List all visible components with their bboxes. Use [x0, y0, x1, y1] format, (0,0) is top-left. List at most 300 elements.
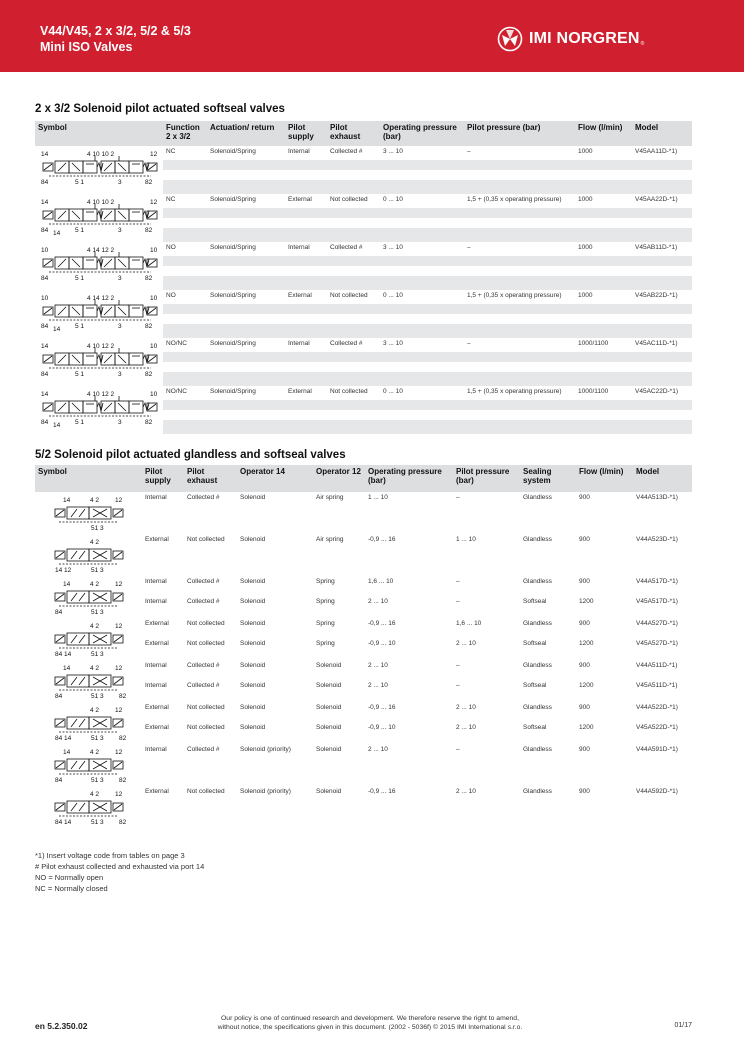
cell-exhaust: Not collected — [187, 640, 225, 647]
empty-cell — [632, 304, 692, 314]
port-label: 14 12 — [55, 567, 72, 574]
port-label: 14 — [53, 230, 61, 237]
empty-cell — [632, 352, 692, 362]
footnote: NO = Normally open — [35, 873, 104, 882]
port-label: 14 — [53, 422, 61, 429]
cell-op-pressure: -0,9 ... 16 — [368, 788, 396, 795]
empty-cell — [313, 805, 365, 826]
cell-op-pressure: -0,9 ... 10 — [368, 640, 396, 647]
cell-op12: Spring — [316, 620, 335, 627]
empty-cell — [327, 276, 380, 290]
empty-cell — [207, 314, 285, 324]
cell-flow: 1000 — [578, 244, 593, 251]
empty-cell — [575, 228, 632, 242]
cell-model: V44A522D-*1) — [636, 704, 678, 711]
column-header: Pilot supply — [285, 121, 327, 146]
empty-cell — [163, 324, 207, 338]
empty-cell — [632, 218, 692, 228]
valve-symbol-icon — [35, 290, 163, 338]
empty-cell — [327, 352, 380, 362]
port-label: 51 3 — [91, 819, 104, 826]
cell-function: NO — [166, 244, 176, 251]
port-label: 4 2 — [90, 791, 100, 798]
cell-op12: Solenoid — [316, 746, 342, 753]
empty-cell — [285, 372, 327, 386]
empty-cell — [35, 826, 692, 828]
cell-op-pressure: -0,9 ... 16 — [368, 536, 396, 543]
cell-flow: 1000/1100 — [578, 340, 609, 347]
table-row — [35, 702, 692, 722]
empty-cell — [285, 180, 327, 194]
port-label: 4 2 — [90, 707, 100, 714]
empty-cell — [380, 400, 464, 410]
port-label: 82 — [145, 371, 153, 378]
cell-supply: External — [145, 788, 169, 795]
empty-cell — [464, 266, 575, 276]
column-header: Operator 14 — [237, 465, 313, 492]
port-label: 84 — [41, 179, 49, 186]
column-header: Model — [632, 121, 692, 146]
empty-cell — [327, 362, 380, 372]
empty-cell — [163, 218, 207, 228]
column-header: Symbol — [35, 465, 142, 492]
empty-cell — [380, 324, 464, 338]
port-label: 12 — [115, 623, 123, 630]
empty-cell — [207, 218, 285, 228]
empty-cell — [575, 218, 632, 228]
port-label: 5 1 — [75, 371, 85, 378]
empty-cell — [163, 362, 207, 372]
cell-op12: Spring — [316, 598, 335, 605]
empty-cell — [163, 400, 207, 410]
empty-cell — [453, 805, 520, 826]
empty-cell — [142, 511, 184, 532]
port-label: 82 — [119, 735, 127, 742]
cell-pilot-pressure: 1,5 + (0,35 x operating pressure) — [467, 196, 562, 203]
empty-cell — [380, 266, 464, 276]
group-separator — [35, 826, 692, 828]
empty-cell — [365, 553, 453, 574]
symbol-cell — [35, 290, 163, 338]
empty-cell — [520, 763, 576, 784]
empty-cell — [285, 276, 327, 290]
cell-flow: 900 — [579, 662, 590, 669]
section2-body — [35, 492, 692, 828]
port-label: 51 3 — [91, 693, 104, 700]
port-label: 51 3 — [91, 777, 104, 784]
empty-cell — [464, 420, 575, 434]
empty-cell — [380, 276, 464, 290]
cell-pilot-pressure: – — [456, 494, 460, 501]
empty-cell — [163, 410, 207, 420]
empty-cell — [575, 362, 632, 372]
table-row — [35, 492, 692, 511]
cell-sealing: Glandless — [523, 494, 552, 501]
empty-cell — [207, 180, 285, 194]
cell-supply: Internal — [145, 494, 167, 501]
valve-symbol-icon — [35, 338, 163, 386]
cell-sealing: Glandless — [523, 704, 552, 711]
empty-cell — [453, 511, 520, 532]
valve-symbol-icon — [35, 146, 163, 194]
empty-cell — [632, 314, 692, 324]
cell-flow: 1000 — [578, 292, 593, 299]
cell-exhaust: Collected # — [187, 578, 220, 585]
cell-flow: 1200 — [579, 598, 594, 605]
cell-op14: Solenoid (priority) — [240, 746, 291, 753]
table-row — [35, 194, 692, 208]
cell-supply: Internal — [145, 578, 167, 585]
empty-cell — [464, 304, 575, 314]
cell-op14: Solenoid — [240, 662, 266, 669]
cell-function: NC — [166, 196, 176, 203]
cell-flow: 1000 — [578, 196, 593, 203]
column-header: Actuation/ return — [207, 121, 285, 146]
port-label: 4 10 12 2 — [87, 391, 115, 398]
cell-model: V45A522D-*1) — [636, 724, 678, 731]
empty-cell — [327, 208, 380, 218]
empty-cell — [285, 304, 327, 314]
empty-cell — [576, 553, 633, 574]
cell-actuation: Solenoid/Spring — [210, 148, 256, 155]
port-label: 4 10 12 2 — [87, 343, 115, 350]
empty-cell — [327, 324, 380, 338]
table-row — [35, 660, 692, 680]
cell-model: V45AC22D-*1) — [635, 388, 678, 395]
empty-cell — [285, 420, 327, 434]
empty-cell — [207, 228, 285, 242]
empty-cell — [464, 180, 575, 194]
symbol-cell — [35, 146, 163, 194]
empty-cell — [632, 180, 692, 194]
cell-op14: Solenoid — [240, 620, 266, 627]
empty-cell — [285, 314, 327, 324]
empty-cell — [285, 266, 327, 276]
empty-cell — [633, 511, 692, 532]
port-label: 14 — [63, 749, 71, 756]
cell-flow: 900 — [579, 536, 590, 543]
port-label: 51 3 — [91, 651, 104, 658]
port-label: 3 — [118, 371, 122, 378]
port-label: 12 — [115, 749, 123, 756]
policy-statement — [160, 1014, 580, 1032]
cell-flow: 900 — [579, 788, 590, 795]
cell-op14: Solenoid — [240, 494, 266, 501]
port-label: 10 — [150, 391, 158, 398]
cell-op-pressure: 1 ... 10 — [368, 494, 388, 501]
symbol-cell — [35, 492, 142, 532]
empty-cell — [632, 420, 692, 434]
cell-flow: 900 — [579, 746, 590, 753]
cell-exhaust: Not collected — [187, 536, 225, 543]
port-label: 14 — [41, 391, 49, 398]
port-label: 84 14 — [55, 735, 72, 742]
cell-flow: 1000/1100 — [578, 388, 609, 395]
section1-title: 2 x 3/2 Solenoid pilot actuated softseal valves — [35, 103, 285, 115]
column-header: Pilot exhaust — [327, 121, 380, 146]
cell-pilot-pressure: – — [467, 244, 471, 251]
empty-cell — [380, 420, 464, 434]
cell-supply: Internal — [145, 682, 167, 689]
imi-norgren-logo — [497, 26, 644, 52]
empty-cell — [163, 170, 207, 180]
port-label: 12 — [115, 581, 123, 588]
cell-flow: 1200 — [579, 682, 594, 689]
cell-op12: Air spring — [316, 536, 344, 543]
column-header: Flow (l/min) — [575, 121, 632, 146]
port-label: 5 1 — [75, 227, 85, 234]
port-label: 12 — [150, 199, 158, 206]
cell-op-pressure: 0 ... 10 — [383, 196, 403, 203]
empty-cell — [575, 410, 632, 420]
cell-supply: Internal — [145, 746, 167, 753]
valve-symbol-icon — [35, 786, 142, 826]
empty-cell — [207, 420, 285, 434]
empty-cell — [380, 208, 464, 218]
port-label: 3 — [118, 227, 122, 234]
cell-sealing: Softseal — [523, 640, 547, 647]
empty-cell — [380, 410, 464, 420]
empty-cell — [285, 208, 327, 218]
empty-cell — [464, 276, 575, 290]
empty-cell — [380, 170, 464, 180]
cell-op14: Solenoid — [240, 578, 266, 585]
valve-symbol-icon — [35, 618, 142, 658]
empty-cell — [380, 180, 464, 194]
port-label: 12 — [115, 497, 123, 504]
empty-cell — [632, 410, 692, 420]
cell-model: V45AA11D-*1) — [635, 148, 678, 155]
cell-sealing: Glandless — [523, 788, 552, 795]
port-label: 10 — [150, 295, 158, 302]
empty-cell — [207, 304, 285, 314]
cell-op12: Solenoid — [316, 704, 342, 711]
empty-cell — [285, 410, 327, 420]
page-number: 01/17 — [674, 1022, 692, 1029]
cell-op-pressure: 3 ... 10 — [383, 148, 403, 155]
port-label: 12 — [115, 665, 123, 672]
empty-cell — [575, 420, 632, 434]
cell-op-pressure: 0 ... 10 — [383, 292, 403, 299]
empty-cell — [633, 805, 692, 826]
section1-header-row — [35, 121, 692, 146]
empty-cell — [327, 400, 380, 410]
cell-exhaust: Not collected — [330, 196, 368, 203]
empty-cell — [163, 420, 207, 434]
empty-cell — [575, 170, 632, 180]
table-row — [35, 534, 692, 553]
cell-exhaust: Collected # — [187, 746, 220, 753]
cell-supply: External — [145, 640, 169, 647]
cell-pilot-pressure: 1,6 ... 10 — [456, 620, 482, 627]
policy-line: without notice, the specifications given in this document. (2002 - 5036f) © 2015 IMI International s.r.o. — [217, 1024, 523, 1031]
empty-cell — [207, 256, 285, 266]
valve-symbol-icon — [35, 534, 142, 574]
empty-cell — [163, 266, 207, 276]
cell-op12: Air spring — [316, 494, 344, 501]
empty-cell — [285, 324, 327, 338]
column-header: Flow (l/min) — [576, 465, 633, 492]
empty-cell — [464, 410, 575, 420]
symbol-cell — [35, 744, 142, 784]
column-header: Sealing system — [520, 465, 576, 492]
cell-op14: Solenoid (priority) — [240, 788, 291, 795]
valve-symbol-icon — [35, 194, 163, 242]
port-label: 82 — [145, 419, 153, 426]
empty-cell — [327, 160, 380, 170]
cell-actuation: Solenoid/Spring — [210, 388, 256, 395]
document-title — [40, 23, 191, 55]
empty-cell — [464, 372, 575, 386]
cell-supply: External — [145, 704, 169, 711]
cell-model: V44A513D-*1) — [636, 494, 678, 501]
cell-supply: External — [288, 388, 312, 395]
empty-cell — [575, 352, 632, 362]
cell-actuation: Solenoid/Spring — [210, 196, 256, 203]
table-row — [35, 146, 692, 160]
empty-cell — [327, 410, 380, 420]
empty-cell — [207, 352, 285, 362]
port-label: 10 — [41, 295, 49, 302]
port-label: 14 — [41, 199, 49, 206]
empty-cell — [520, 805, 576, 826]
symbol-cell — [35, 786, 142, 826]
valve-symbol-icon — [35, 242, 163, 290]
table-row — [35, 242, 692, 256]
empty-cell — [453, 553, 520, 574]
empty-cell — [464, 160, 575, 170]
empty-cell — [464, 256, 575, 266]
cell-model: V44A527D-*1) — [636, 620, 678, 627]
cell-pilot-pressure: 2 ... 10 — [456, 788, 476, 795]
cell-exhaust: Collected # — [187, 682, 220, 689]
empty-cell — [237, 805, 313, 826]
port-label: 10 — [150, 247, 158, 254]
port-label: 4 2 — [90, 623, 100, 630]
empty-cell — [285, 218, 327, 228]
cell-pilot-pressure: – — [467, 148, 471, 155]
empty-cell — [632, 170, 692, 180]
empty-cell — [365, 805, 453, 826]
port-label: 4 2 — [90, 497, 100, 504]
cell-model: V44A523D-*1) — [636, 536, 678, 543]
empty-cell — [575, 208, 632, 218]
empty-cell — [576, 511, 633, 532]
valve-symbol-icon — [35, 702, 142, 742]
empty-cell — [575, 180, 632, 194]
cell-exhaust: Collected # — [187, 662, 220, 669]
empty-cell — [575, 314, 632, 324]
cell-op-pressure: -0,9 ... 10 — [368, 724, 396, 731]
column-header: Operator 12 — [313, 465, 365, 492]
cell-flow: 1200 — [579, 724, 594, 731]
empty-cell — [327, 420, 380, 434]
port-label: 4 2 — [90, 581, 100, 588]
cell-supply: External — [288, 292, 312, 299]
empty-cell — [237, 553, 313, 574]
port-label: 84 — [55, 777, 63, 784]
empty-cell — [632, 160, 692, 170]
empty-cell — [163, 256, 207, 266]
valve-symbol-icon — [35, 492, 142, 532]
table-row — [35, 618, 692, 638]
empty-cell — [464, 400, 575, 410]
column-header: Pilot pressure (bar) — [464, 121, 575, 146]
empty-cell — [464, 362, 575, 372]
port-label: 5 1 — [75, 179, 85, 186]
empty-cell — [464, 314, 575, 324]
empty-cell — [575, 160, 632, 170]
port-label: 84 — [41, 323, 49, 330]
valve-symbol-icon — [35, 386, 163, 434]
cell-op-pressure: 2 ... 10 — [368, 682, 388, 689]
empty-cell — [237, 763, 313, 784]
port-label: 84 — [41, 227, 49, 234]
empty-cell — [453, 763, 520, 784]
cell-pilot-pressure: – — [456, 662, 460, 669]
cell-op14: Solenoid — [240, 724, 266, 731]
cell-sealing: Softseal — [523, 598, 547, 605]
footnote: *1) Insert voltage code from tables on page 3 — [35, 851, 185, 860]
cell-op-pressure: 2 ... 10 — [368, 746, 388, 753]
empty-cell — [207, 324, 285, 338]
port-label: 84 14 — [55, 819, 72, 826]
cell-exhaust: Not collected — [187, 704, 225, 711]
cell-op12: Spring — [316, 640, 335, 647]
empty-cell — [632, 256, 692, 266]
empty-cell — [142, 763, 184, 784]
empty-cell — [380, 160, 464, 170]
port-label: 4 10 10 2 — [87, 151, 115, 158]
empty-cell — [632, 362, 692, 372]
cell-exhaust: Not collected — [187, 724, 225, 731]
cell-sealing: Glandless — [523, 578, 552, 585]
empty-cell — [520, 511, 576, 532]
cell-function: NO/NC — [166, 340, 187, 347]
cell-op12: Solenoid — [316, 662, 342, 669]
port-label: 84 — [41, 275, 49, 282]
port-label: 3 — [118, 275, 122, 282]
table-row — [35, 786, 692, 805]
cell-supply: Internal — [288, 244, 310, 251]
empty-cell — [632, 276, 692, 290]
empty-cell — [632, 372, 692, 386]
port-label: 4 2 — [90, 749, 100, 756]
port-label: 4 2 — [90, 539, 100, 546]
port-label: 14 — [63, 581, 71, 588]
empty-cell — [184, 805, 237, 826]
cell-sealing: Glandless — [523, 620, 552, 627]
cell-op14: Solenoid — [240, 640, 266, 647]
cell-model: V45A511D-*1) — [636, 682, 678, 689]
cell-supply: External — [145, 724, 169, 731]
cell-supply: External — [288, 196, 312, 203]
symbol-cell — [35, 386, 163, 434]
port-label: 12 — [115, 791, 123, 798]
empty-cell — [575, 276, 632, 290]
empty-cell — [313, 553, 365, 574]
empty-cell — [464, 324, 575, 338]
port-label: 4 14 12 2 — [87, 247, 115, 254]
policy-line: Our policy is one of continued research and development. We therefore reserve the right to amend, — [221, 1015, 519, 1022]
document-title-line2: Mini ISO Valves — [40, 40, 133, 54]
empty-cell — [184, 511, 237, 532]
empty-cell — [163, 228, 207, 242]
cell-function: NC — [166, 148, 176, 155]
cell-pilot-pressure: – — [456, 598, 460, 605]
cell-op-pressure: 3 ... 10 — [383, 340, 403, 347]
empty-cell — [285, 400, 327, 410]
